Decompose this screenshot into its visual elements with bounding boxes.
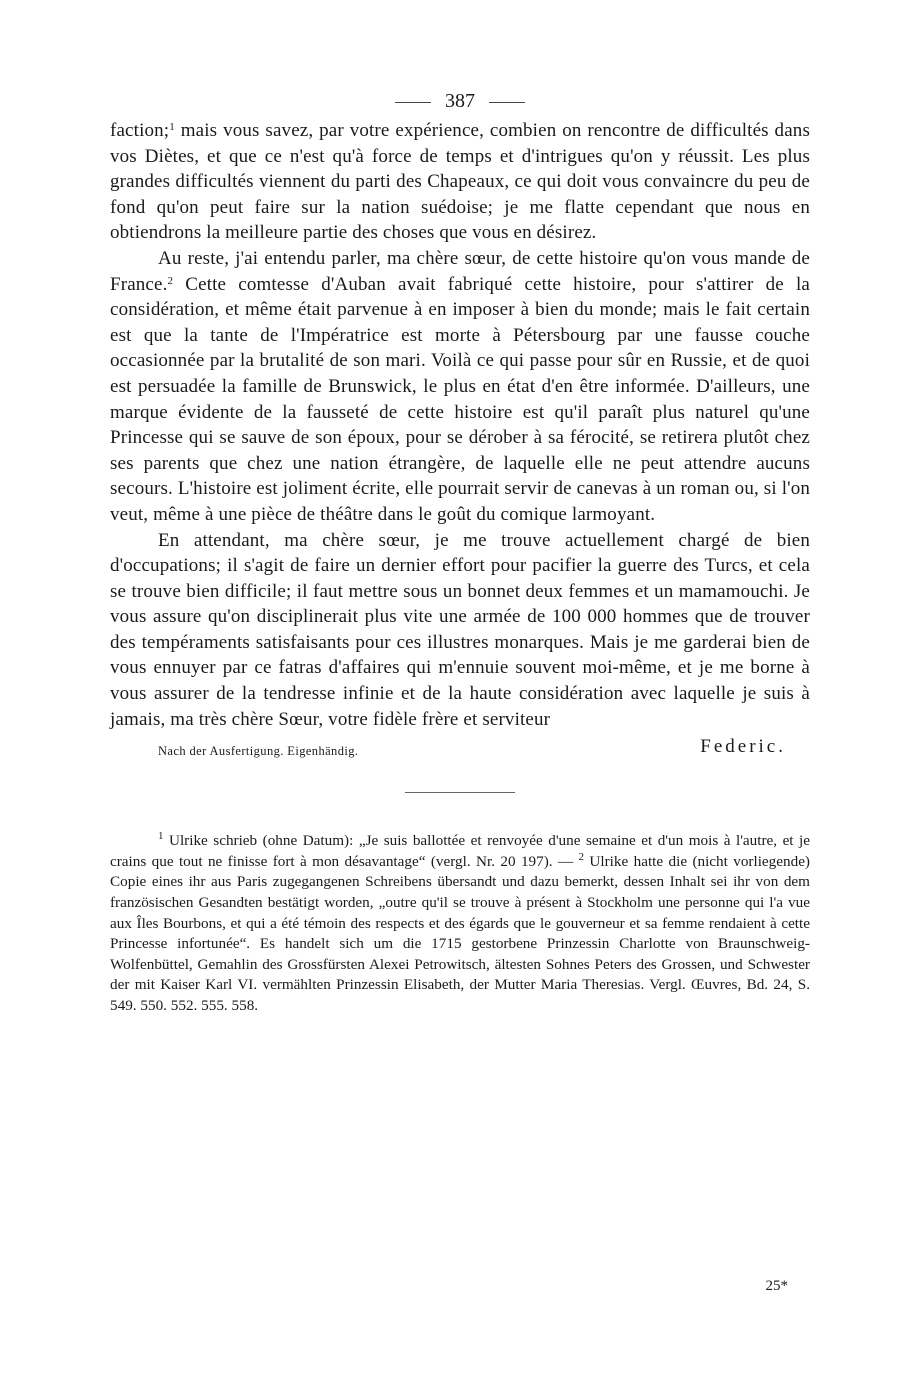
letter-body xyxy=(110,118,810,732)
sheet-signature: 25* xyxy=(765,1278,788,1294)
footnotes xyxy=(110,831,810,1016)
running-header xyxy=(110,84,810,118)
footnote-block xyxy=(110,831,810,1016)
paragraph-1-start: faction; xyxy=(110,120,170,141)
footnote-marker-2: 2 xyxy=(578,850,585,863)
footnote-ref-2: 2 xyxy=(167,274,174,287)
paragraph-1 xyxy=(110,118,810,246)
paragraph-3: En attendant, ma chère sœur, je me trouve actuellement chargé de bien d'occupations; il s'agit de faire un dernier effort pour pacifier la guerre des Turcs, et cela se trouve bien difficile; il faut mettre sous un bonnet deux femmes et un mamamouchi. Je vous assure qu'on disciplinerait plus vite une armée de 100 000 hommes que de trouver des tempéraments satisfaisants pour ces illustres monarques. Mais je me garderai bien de vous ennuyer par ce fatras d'affaires qui m'ennuie souvent moi-même, et je me borne à vous assurer de la tendresse infinie et de la haute considération avec laquelle je suis à jamais, ma très chère Sœur, votre fidèle frère et serviteur xyxy=(110,529,810,730)
footnote-1-text: Ulrike schrieb (ohne Datum): „Je suis ballottée et renvoyée d'une semaine et d'un mois à l'autre, et je crains que tout ne finisse fort à mon désavantage“ (vergl. Nr. 20 197). — xyxy=(110,832,810,870)
book-page xyxy=(110,84,810,1017)
header-dash-right xyxy=(489,102,525,103)
signature: Federic. xyxy=(700,736,786,758)
paragraph-2 xyxy=(110,246,810,528)
letter-closing xyxy=(110,736,810,766)
paragraph-2-start: Au reste, j'ai entendu parler, ma chère sœur, de cette histoire qu'on vous mande de France. xyxy=(110,247,810,295)
footnote-2-text: Ulrike hatte die (nicht vorliegende) Copie eines ihr aus Paris zugegangenen Schreibens übersandt und dazu bemerkt, dessen Inhalt sei ihr von dem französischen Gesandten bestätigt worden, „outre qu'il se trouve à présent à Stockholm une personne qui l'a vue aux Îles Bourbons, et qui a été témoin des respects et des égards que le gouverneur et sa femme rendaient à cette Princesse infortunée“. Es handelt sich um die 1715 gestorbene Prinzessin Charlotte von Braunschweig-Wolfenbüttel, Gemahlin des Grossfürsten Alexei Petrowitsch, ältesten Sohnes Peters des Grossen, und Schwester der mit Kaiser Karl VI. vermählten Prinzessin Elisabeth, der Mutter Maria Theresias. Vergl. Œuvres, Bd. 24, S. 549. 550. 552. 555. 558. xyxy=(110,852,810,1014)
header-dash-left xyxy=(395,102,431,103)
paragraph-1-rest: mais vous savez, par votre expérience, combien on rencontre de difficultés dans vos Diètes, et que ce n'est qu'à force de temps et d'intrigues qu'on y réussit. Les plus grandes difficultés viennent du parti des Chapeaux, ce qui doit vous convaincre du peu de fond qu'on peut faire sur la nation suédoise; je me flatte cependant que nous en obtiendrons la meilleure partie des choses que vous en désirez. xyxy=(110,120,810,244)
footnote-marker-1: 1 xyxy=(158,830,164,843)
paragraph-2-rest: Cette comtesse d'Auban avait fabriqué cette histoire, pour s'attirer de la considération, et même était parvenue à en imposer à bien du monde; mais le fait certain est que la tante de l'Impératrice est morte à Pétersbourg par une fausse couche occasionnée par la brutalité de son mari. Voilà ce qui passe pour sûr en Russie, et de quoi est persuadée la famille de Brunswick, le plus en état d'en être informée. D'ailleurs, une marque évidente de la fausseté de cette histoire est qu'il paraît plus naturel qu'une Princesse qui se sauve de son époux, pour se dérober à sa férocité, se retirera plutôt chez ses parents que chez une nation étrangère, de laquelle elle ne peut attendre aucuns secours. L'histoire est joliment écrite, elle pourrait servir de canevas à un roman ou, si l'on veut, même à une pièce de théâtre dans le goût du comique larmoyant. xyxy=(110,273,810,525)
footnote-ref-1: 1 xyxy=(169,121,175,133)
source-note: Nach der Ausfertigung. Eigenhändig. xyxy=(158,744,359,759)
page-number: 387 xyxy=(445,90,475,112)
footnote-separator xyxy=(405,792,515,793)
